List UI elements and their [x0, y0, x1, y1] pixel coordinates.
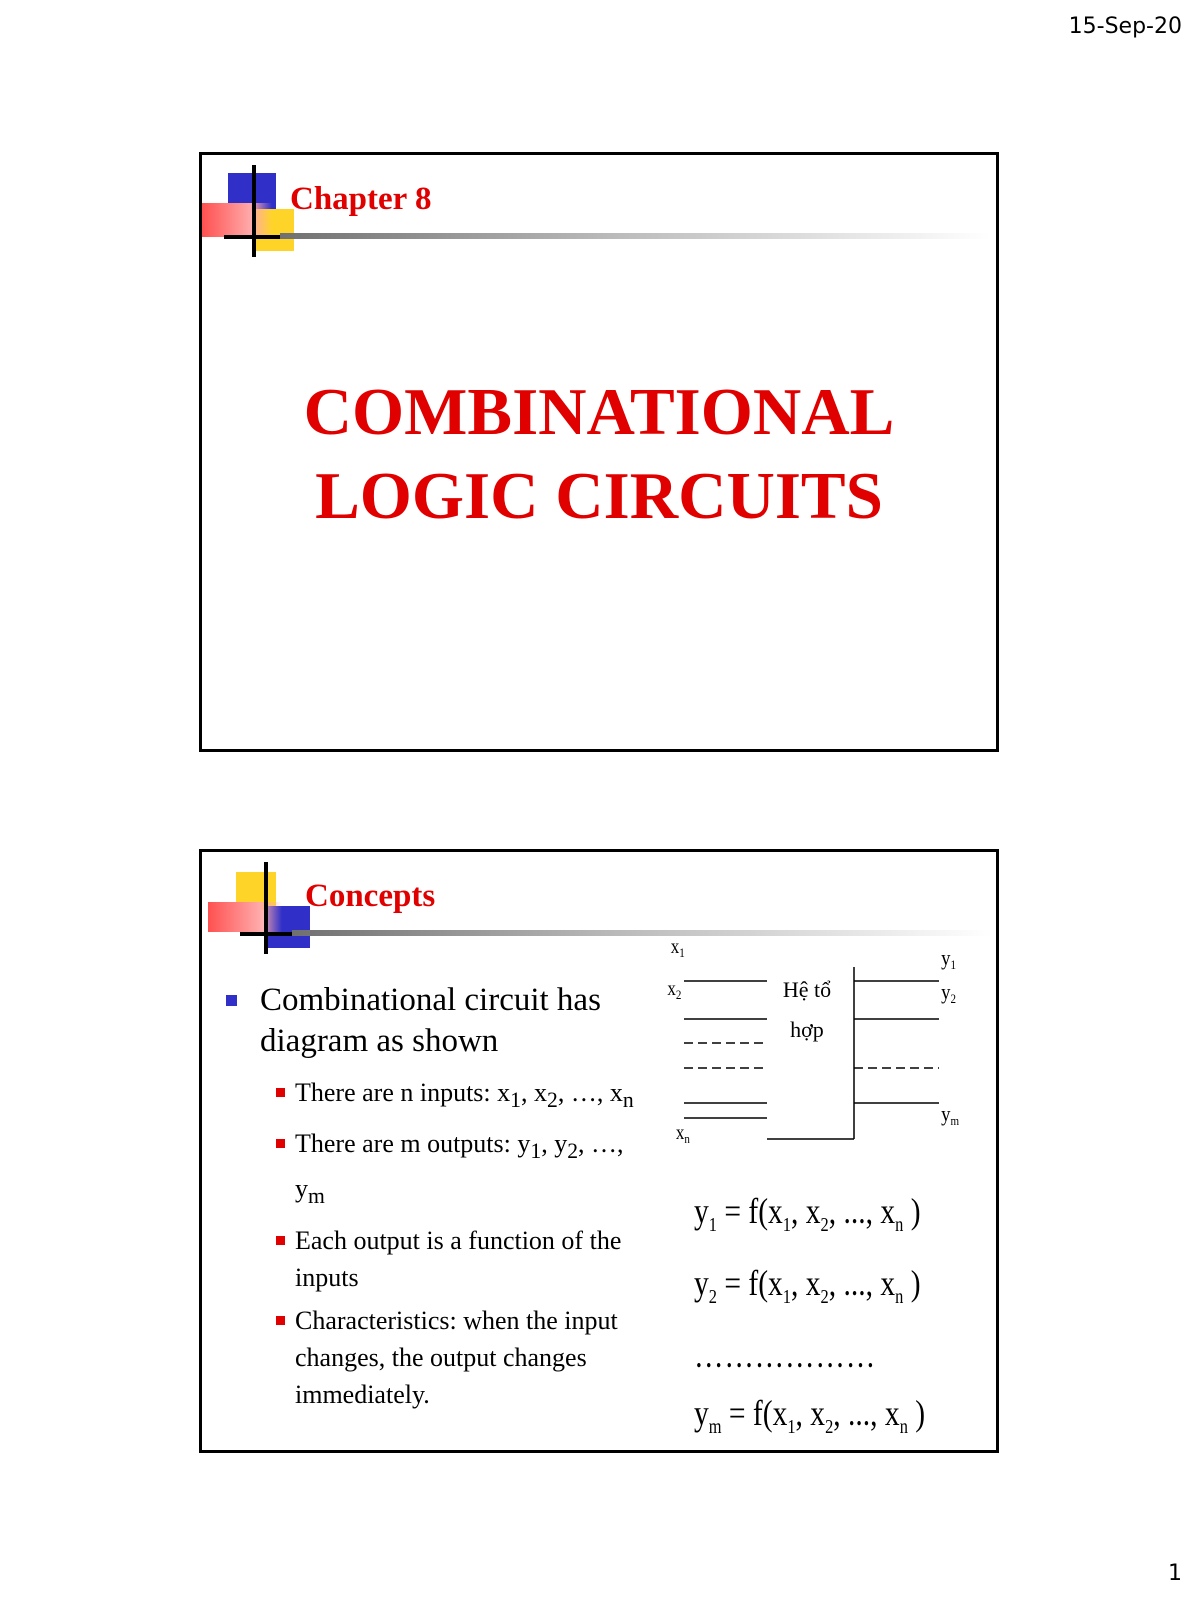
- inputs-text: There are n inputs: x: [295, 1078, 511, 1107]
- outputs-text: There are m outputs: y: [295, 1129, 531, 1159]
- formula-y1: $y_1 = f(x_1$, $x_2$, ..., $x_n$ ): [694, 1191, 921, 1237]
- input-label-xn: $x_n$: [675, 1121, 690, 1147]
- page-number: 1: [1168, 1561, 1182, 1586]
- bullet-marker: [226, 995, 237, 1006]
- list-item: Each output is a function of the inputs: [220, 1222, 650, 1296]
- list-item: Combinational circuit has diagram as shown: [220, 980, 650, 1062]
- list-item: There are m outputs: $y_1$, $y_2$, …, $y_m$: [220, 1125, 650, 1215]
- chapter-label: Chapter 8: [290, 181, 432, 217]
- output-label-y2: y2: [941, 980, 956, 1007]
- list-item: There are n inputs: $x_1$, $x_2$, …, $x_n$: [220, 1074, 650, 1119]
- slide-chapter-title: [199, 152, 999, 752]
- title-rule: [280, 233, 990, 239]
- main-title: [202, 370, 996, 538]
- list-item: Characteristics: when the input changes, the output changes immediately.: [220, 1302, 650, 1413]
- slide-title: Concepts: [305, 878, 436, 914]
- bullet-marker: [276, 1088, 285, 1097]
- output-label-ym: ym: [941, 1102, 960, 1129]
- block-label-line-1: Hệ tổ: [782, 977, 832, 1002]
- bullet-marker: [276, 1316, 285, 1325]
- formula-dots: ………………: [694, 1335, 877, 1376]
- slide-concepts: [199, 849, 999, 1453]
- block-label-line-2: hợp: [790, 1017, 824, 1042]
- formula-list: [694, 1182, 994, 1457]
- block-diagram: [664, 937, 984, 1167]
- bullet-list: [220, 980, 650, 1419]
- bullet-marker: [276, 1236, 285, 1245]
- input-label-x2: $x_2$: [667, 977, 682, 1003]
- formula-y2: $y_2 = f(x_1$, $x_2$, ..., $x_n$ ): [694, 1263, 921, 1309]
- main-title-line-2: LOGIC CIRCUITS: [315, 459, 883, 533]
- input-label-x1: $x_1$: [670, 937, 685, 961]
- output-label-y1: y1: [941, 946, 956, 973]
- title-rule: [292, 930, 992, 936]
- formula-ym: $y_m = f(x_1$, $x_2$, ..., $x_n$ ): [694, 1393, 926, 1439]
- main-title-line-1: COMBINATIONAL: [303, 375, 895, 449]
- page-date: 15-Sep-20: [1068, 14, 1182, 39]
- bullet-marker: [276, 1139, 285, 1148]
